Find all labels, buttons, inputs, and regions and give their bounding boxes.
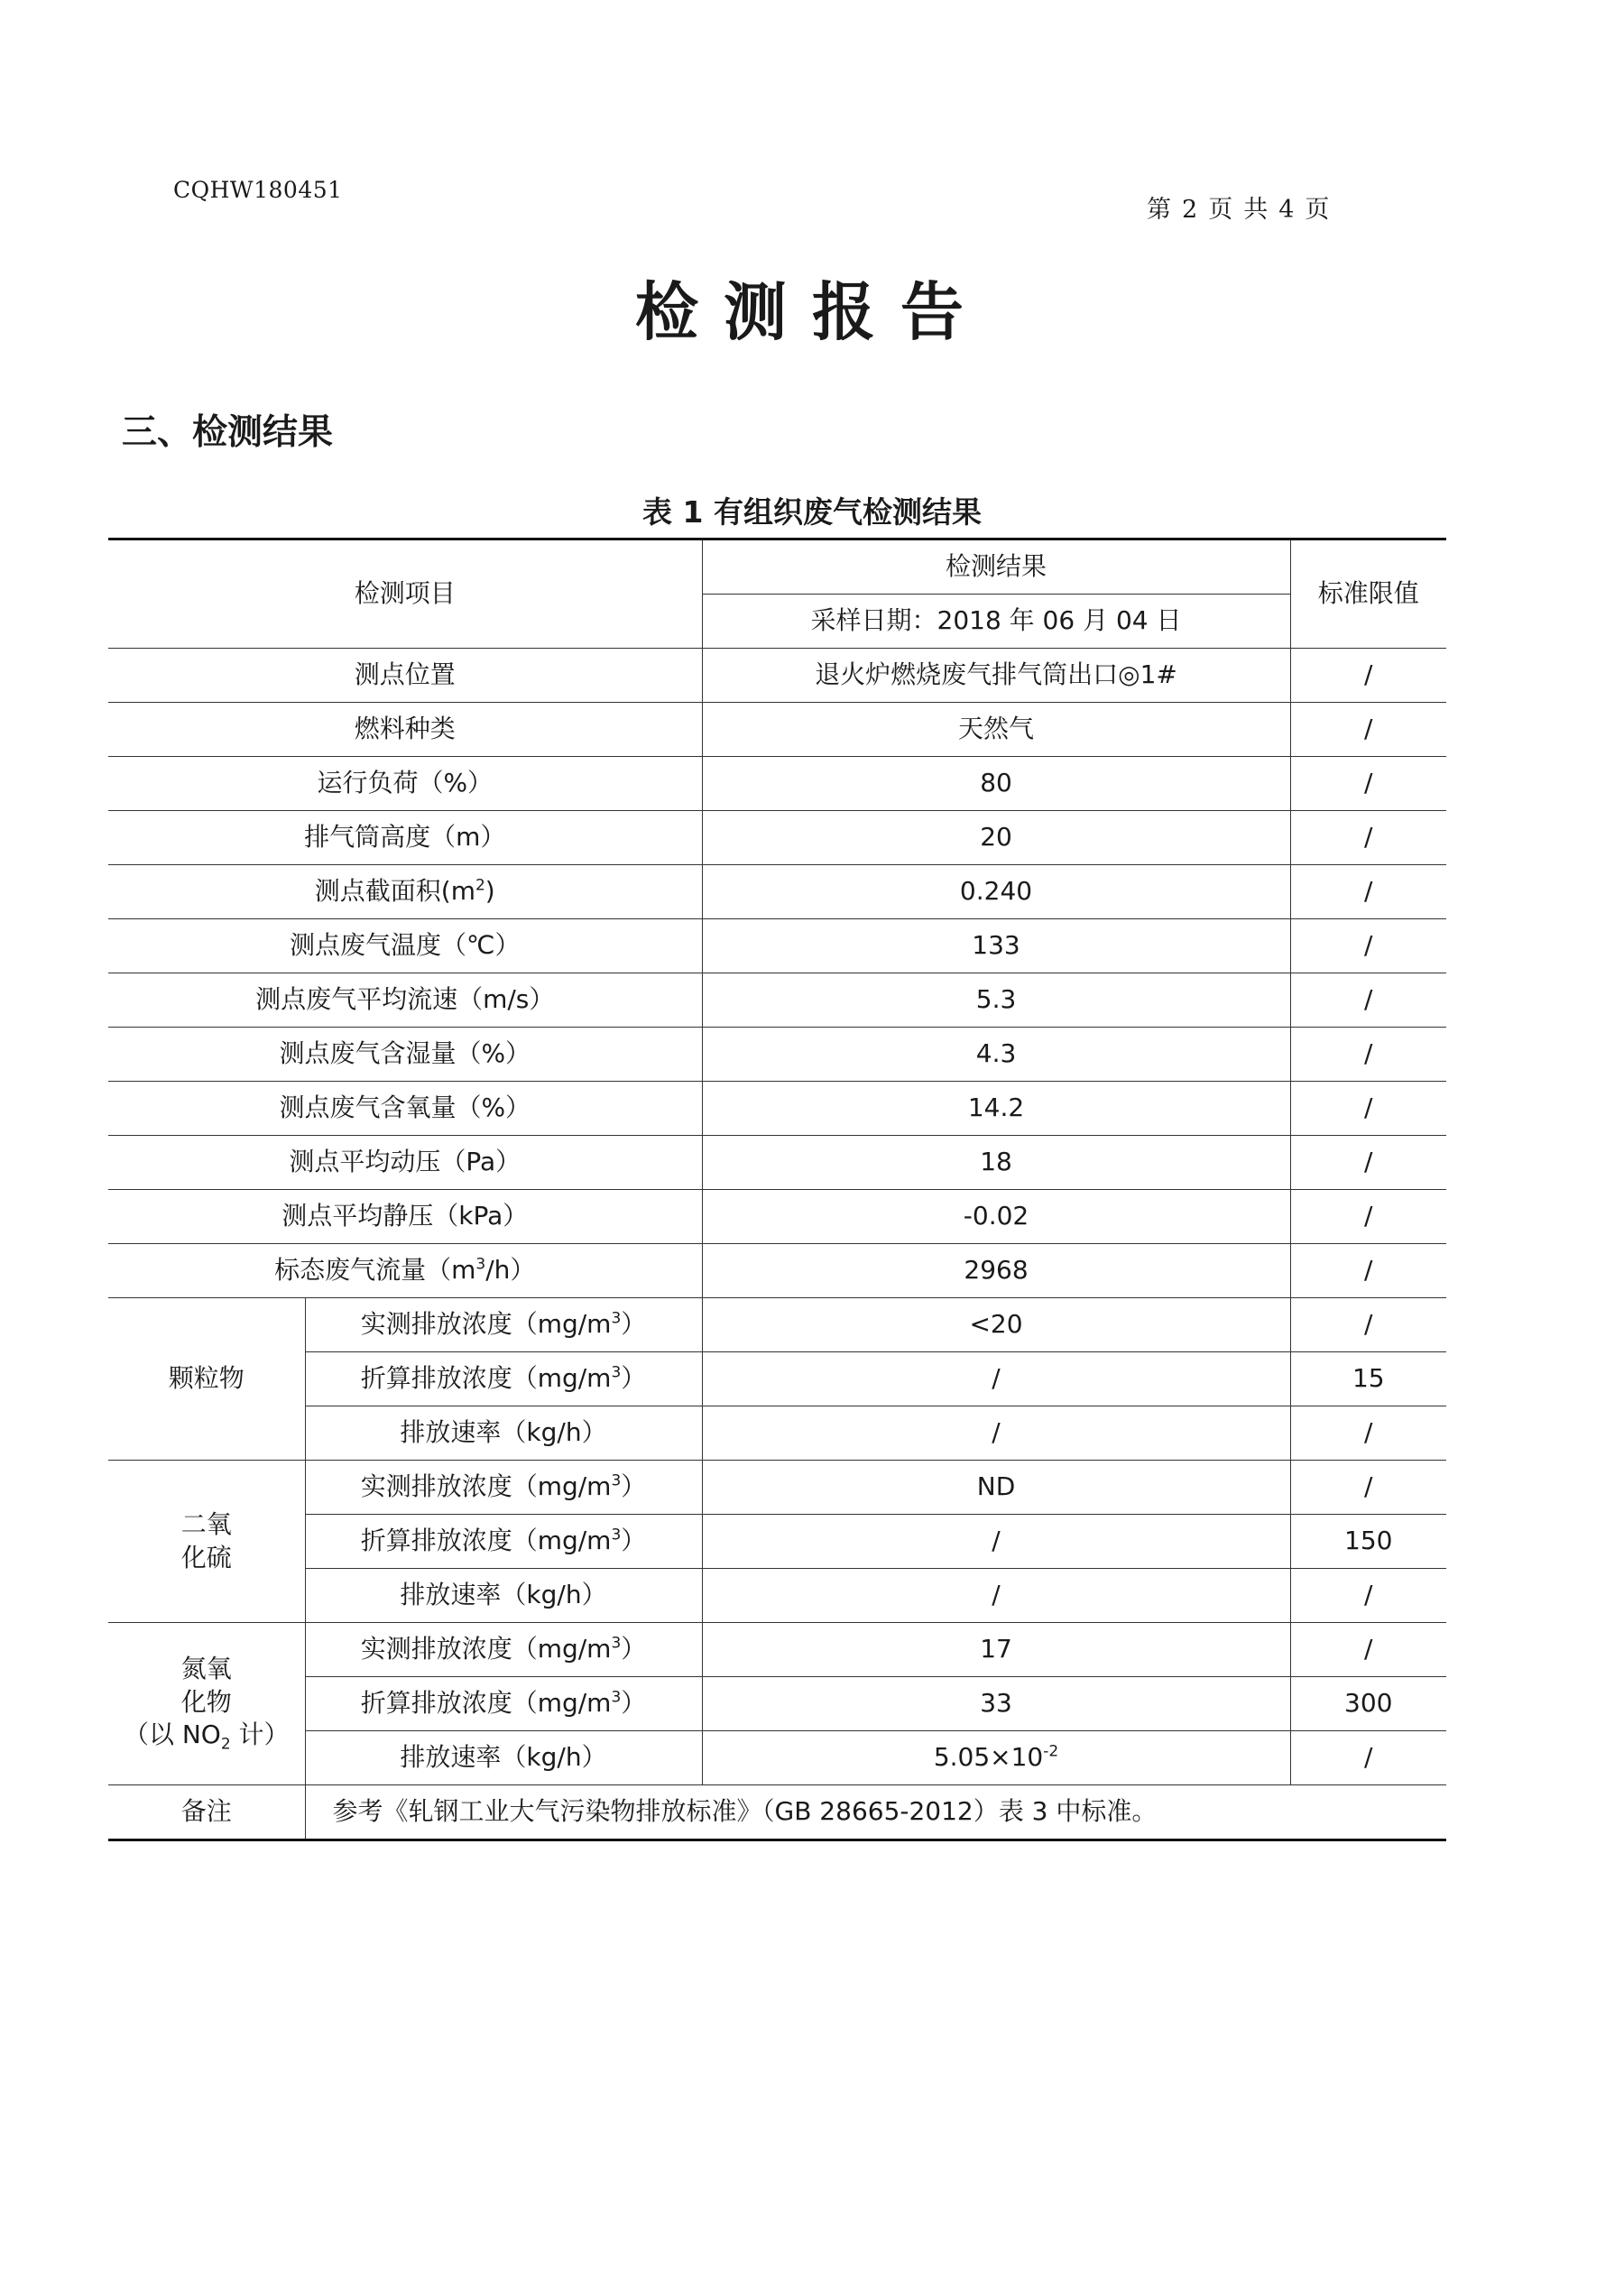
- page-total: 4: [1278, 196, 1295, 224]
- table-row: [108, 1082, 1446, 1136]
- sub-item: [305, 1352, 702, 1406]
- row-value: 2968: [702, 1244, 1290, 1298]
- table-row: [108, 1731, 1446, 1785]
- area-unit-sup: 2: [475, 876, 485, 895]
- row-limit: /: [1290, 1461, 1446, 1515]
- row-item: 排气筒高度（m）: [108, 811, 702, 865]
- row-limit: /: [1290, 1028, 1446, 1082]
- row-item: 运行负荷（%）: [108, 757, 702, 811]
- page-label-ye: 页: [1208, 196, 1233, 224]
- sub-item-label-end: ）: [621, 1688, 647, 1719]
- sub-item-label: 实测排放浓度（mg/m: [360, 1309, 612, 1340]
- header-limit: 标准限值: [1290, 539, 1446, 649]
- note-label: 备注: [108, 1785, 305, 1840]
- row-value: 5.3: [702, 973, 1290, 1028]
- row-value: ND: [702, 1461, 1290, 1515]
- row-value: /: [702, 1515, 1290, 1569]
- table-row: [108, 1136, 1446, 1190]
- table-row: [108, 1298, 1446, 1352]
- header-result: 检测结果: [702, 539, 1290, 595]
- pollutant-nox-name: [108, 1623, 305, 1785]
- row-limit: /: [1290, 811, 1446, 865]
- row-value: 0.240: [702, 865, 1290, 919]
- sub-item: 排放速率（kg/h）: [305, 1731, 702, 1785]
- row-value: 33: [702, 1677, 1290, 1731]
- sub-item-sup: 3: [611, 1526, 622, 1544]
- row-item: 测点平均静压（kPa）: [108, 1190, 702, 1244]
- table-row: [108, 1623, 1446, 1677]
- table-row: [108, 1515, 1446, 1569]
- table-row: [108, 1461, 1446, 1515]
- sub-item: [305, 1677, 702, 1731]
- row-value: 退火炉燃烧废气排气筒出口◎1#: [702, 649, 1290, 703]
- row-item-area: [108, 865, 702, 919]
- row-item: 测点废气平均流速（m/s）: [108, 973, 702, 1028]
- row-value: -0.02: [702, 1190, 1290, 1244]
- flow-unit-sup: 3: [475, 1255, 486, 1274]
- table-row: [108, 757, 1446, 811]
- sub-item-sup: 3: [611, 1471, 622, 1490]
- row-item: 燃料种类: [108, 703, 702, 757]
- row-limit: /: [1290, 1136, 1446, 1190]
- table-caption: 表 1 有组织废气检测结果: [642, 494, 982, 530]
- sub-item-label: 折算排放浓度（mg/m: [360, 1688, 612, 1719]
- table-row: [108, 865, 1446, 919]
- row-limit: /: [1290, 865, 1446, 919]
- row-value: 80: [702, 757, 1290, 811]
- row-item: 测点废气温度（℃）: [108, 919, 702, 973]
- row-item-flow: [108, 1244, 702, 1298]
- row-item: 测点位置: [108, 649, 702, 703]
- note-text: 参考《轧钢工业大气污染物排放标准》（GB 28665-2012）表 3 中标准。: [305, 1785, 1446, 1840]
- row-value: 天然气: [702, 703, 1290, 757]
- pollutant-pm-name: 颗粒物: [108, 1298, 305, 1461]
- sub-item: [305, 1298, 702, 1352]
- row-value: 133: [702, 919, 1290, 973]
- sub-item-label: 实测排放浓度（mg/m: [360, 1634, 612, 1664]
- row-item: 测点废气含氧量（%）: [108, 1082, 702, 1136]
- page-number: [1141, 189, 1334, 225]
- sub-item-label: 实测排放浓度（mg/m: [360, 1471, 612, 1502]
- sub-item-label-end: ）: [621, 1363, 647, 1394]
- nox-name-line3: [114, 1719, 300, 1755]
- nox-name-line2: 化物: [180, 1686, 232, 1717]
- page-label-gong: 共: [1243, 196, 1269, 224]
- row-item: 测点平均动压（Pa）: [108, 1136, 702, 1190]
- table-row: [108, 1677, 1446, 1731]
- document-title: 检测报告: [635, 274, 989, 349]
- table-row: [108, 973, 1446, 1028]
- table-row: [108, 1028, 1446, 1082]
- row-value: /: [702, 1406, 1290, 1461]
- row-limit: /: [1290, 1244, 1446, 1298]
- table-row: [108, 1190, 1446, 1244]
- table-row: [108, 1406, 1446, 1461]
- row-item: 测点废气含湿量（%）: [108, 1028, 702, 1082]
- page-label-ye-2: 页: [1305, 196, 1330, 224]
- table-row: [108, 1569, 1446, 1623]
- table-row: [108, 1244, 1446, 1298]
- row-limit: 15: [1290, 1352, 1446, 1406]
- row-limit: /: [1290, 1731, 1446, 1785]
- nox-basis-label-end: 计）: [230, 1720, 290, 1750]
- table-row: [108, 703, 1446, 757]
- row-limit: 300: [1290, 1677, 1446, 1731]
- area-label: 测点截面积(m: [314, 876, 475, 907]
- sub-item-label-end: ）: [621, 1526, 647, 1556]
- report-id: CQHW180451: [173, 177, 343, 203]
- row-value: /: [702, 1352, 1290, 1406]
- pollutant-so2-name: [108, 1461, 305, 1623]
- row-value: <20: [702, 1298, 1290, 1352]
- table-row: [108, 1352, 1446, 1406]
- page-label-di: 第: [1147, 196, 1171, 224]
- sub-item-sup: 3: [611, 1688, 622, 1707]
- row-limit: /: [1290, 1569, 1446, 1623]
- so2-name-line1: 二氧: [180, 1509, 232, 1540]
- sub-item-label-end: ）: [621, 1309, 647, 1340]
- row-limit: /: [1290, 1406, 1446, 1461]
- results-table: [108, 538, 1446, 1841]
- area-label-end: ): [484, 876, 495, 907]
- row-value: 4.3: [702, 1028, 1290, 1082]
- section-title: 三、检测结果: [122, 412, 334, 453]
- sub-item: 排放速率（kg/h）: [305, 1406, 702, 1461]
- sub-item-label-end: ）: [621, 1634, 647, 1664]
- row-value: 17: [702, 1623, 1290, 1677]
- row-value-rate: [702, 1731, 1290, 1785]
- nox-basis-label: （以 NO: [123, 1720, 221, 1750]
- sub-item-sup: 3: [611, 1634, 622, 1653]
- table-row: [108, 649, 1446, 703]
- row-limit: /: [1290, 973, 1446, 1028]
- header-item: 检测项目: [108, 539, 702, 649]
- row-limit: /: [1290, 1190, 1446, 1244]
- table-note-row: [108, 1785, 1446, 1840]
- page-current: 2: [1182, 196, 1198, 224]
- row-value: 14.2: [702, 1082, 1290, 1136]
- results-table-wrapper: [108, 538, 1446, 1841]
- sub-item-label: 折算排放浓度（mg/m: [360, 1526, 612, 1556]
- row-value: 20: [702, 811, 1290, 865]
- row-limit: 150: [1290, 1515, 1446, 1569]
- row-value: 18: [702, 1136, 1290, 1190]
- table-row: [108, 919, 1446, 973]
- sub-item: [305, 1515, 702, 1569]
- row-limit: /: [1290, 649, 1446, 703]
- rate-value-base: 5.05×10: [933, 1742, 1044, 1773]
- row-limit: /: [1290, 1082, 1446, 1136]
- sub-item: 排放速率（kg/h）: [305, 1569, 702, 1623]
- rate-value-exp: -2: [1043, 1742, 1059, 1761]
- sub-item-sup: 3: [611, 1309, 622, 1328]
- so2-name-line2: 化硫: [180, 1542, 232, 1572]
- sub-item-sup: 3: [611, 1363, 622, 1382]
- sub-item-label: 折算排放浓度（mg/m: [360, 1363, 612, 1394]
- sub-item: [305, 1461, 702, 1515]
- row-limit: /: [1290, 1298, 1446, 1352]
- row-limit: /: [1290, 703, 1446, 757]
- nox-name-line1: 氮氧: [180, 1654, 232, 1684]
- row-limit: /: [1290, 1623, 1446, 1677]
- flow-label-end: /h）: [485, 1255, 536, 1286]
- header-sampling-date: 采样日期：2018 年 06 月 04 日: [702, 595, 1290, 649]
- table-header-row: [108, 539, 1446, 595]
- table-row: [108, 811, 1446, 865]
- row-limit: /: [1290, 757, 1446, 811]
- flow-label: 标态废气流量（m: [274, 1255, 476, 1286]
- sub-item-label-end: ）: [621, 1471, 647, 1502]
- sub-item: [305, 1623, 702, 1677]
- row-limit: /: [1290, 919, 1446, 973]
- nox-basis-sub: 2: [220, 1735, 231, 1754]
- row-value: /: [702, 1569, 1290, 1623]
